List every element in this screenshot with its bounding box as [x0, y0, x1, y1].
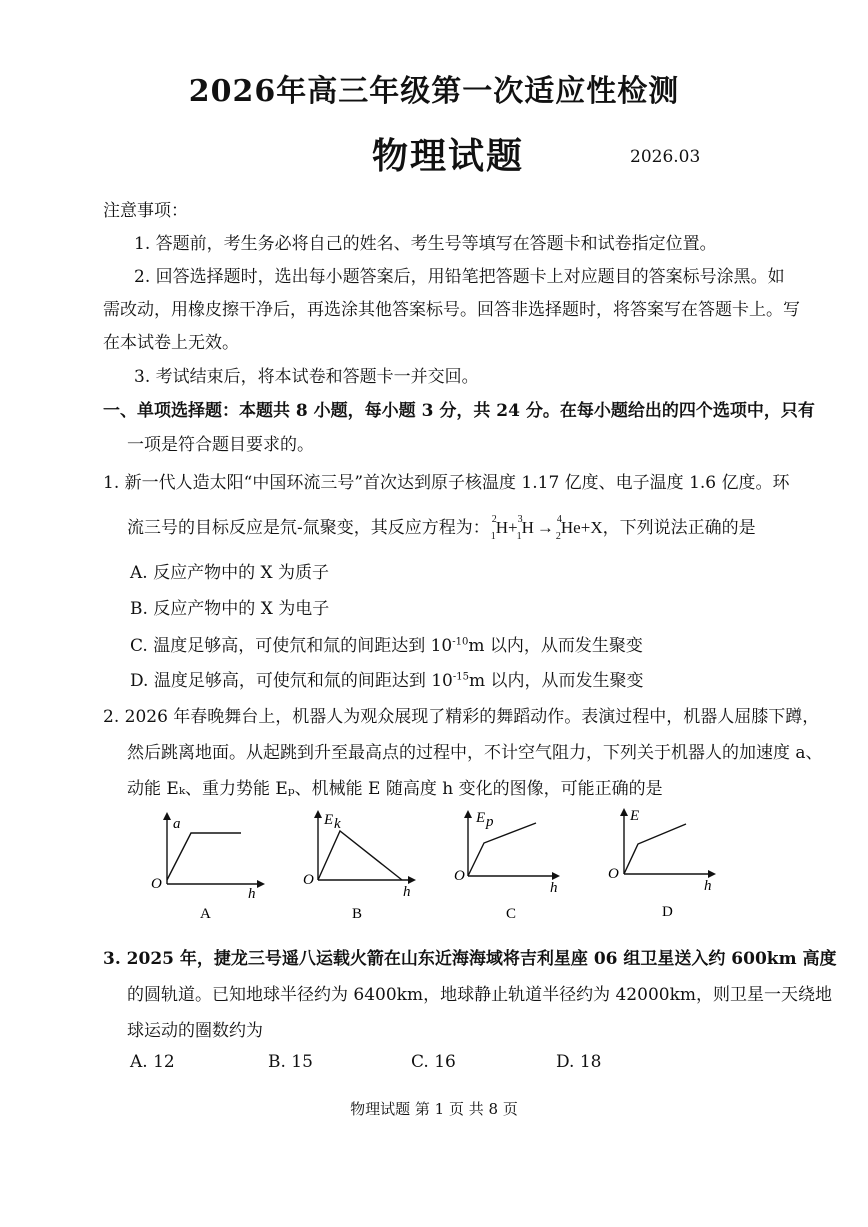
q2-graph-b-y-label: E [324, 812, 334, 828]
q2-graph-c-y-label: E [476, 810, 486, 826]
exam-title: 2026年高三年级第一次适应性检测 [188, 74, 680, 109]
q2-graph-a-x-label: h [248, 886, 256, 902]
q2-graph-b-curve [318, 831, 402, 880]
q3-stem-line-1: 3. 2025 年，捷龙三号遥八运载火箭在山东近海海域将吉利星座 06 组卫星送入约 600km 高度 [103, 949, 837, 969]
q1-stem-suffix: ，下列说法正确的是 [602, 518, 756, 538]
q2-graph-d-caption: D [662, 904, 673, 920]
q1-stem-line-2 [127, 513, 756, 543]
notice-item-2-line-3: 在本试卷上无效。 [103, 333, 239, 353]
q3-option-b: B. 15 [268, 1052, 313, 1072]
exam-date: 2026.03 [630, 147, 701, 167]
q2-graph-a-curve [167, 833, 241, 880]
q3-stem-line-3: 球运动的圈数约为 [127, 1021, 263, 1041]
q3-option-c: C. 16 [411, 1052, 456, 1072]
exam-subtitle: 物理试题 [372, 135, 525, 177]
q1-stem-prefix: 流三号的目标反应是氘-氚聚变，其反应方程为： [127, 518, 490, 538]
q1-stem-line-1: 1. 新一代人造太阳“中国环流三号”首次达到原子核温度 1.17 亿度、电子温度 1.6 亿度。环 [103, 473, 790, 493]
q2-graph-c-curve [468, 823, 536, 876]
q2-stem-line-2: 然后跳离地面。从起跳到升至最高点的过程中，不计空气阻力，下列关于机器人的加速度 a、 [127, 743, 823, 763]
notice-item-2-line-1: 2. 回答选择题时，选出每小题答案后，用铅笔把答题卡上对应题目的答案标号涂黑。如 [134, 267, 785, 287]
q2-graph-a-origin: O [151, 876, 162, 892]
q1-option-b: B. 反应产物中的 X 为电子 [130, 599, 330, 619]
q2-graph-d-y-label: E [630, 808, 640, 824]
q2-graph-a-caption: A [200, 906, 211, 922]
q1-equation: $^2_1$H+$^3_1$H → $^4_2$He+X [490, 514, 603, 543]
section-1-heading-line-2: 一项是符合题目要求的。 [127, 435, 314, 455]
q2-stem-line-1: 2. 2026 年春晚舞台上，机器人为观众展现了精彩的舞蹈动作。表演过程中，机器人屈膝下蹲， [103, 707, 820, 727]
q1-option-c: C. 温度足够高，可使氘和氚的间距达到 $10^{-10}m$ 以内，从而发生聚变 [130, 636, 643, 656]
q2-graph-c-y-sub: p [486, 814, 494, 830]
q2-graph-a [145, 808, 275, 926]
notice-item-2-line-2: 需改动，用橡皮擦干净后，再选涂其他答案标号。回答非选择题时，将答案写在答题卡上。写 [103, 300, 800, 320]
q2-graph-a-y-label: a [173, 816, 181, 832]
q2-graph-d [606, 804, 736, 924]
notice-heading: 注意事项： [103, 201, 188, 221]
q1-option-d: D. 温度足够高，可使氘和氚的间距达到 $10^{-15}m$ 以内，从而发生聚变 [130, 671, 644, 691]
q2-graph-b-caption: B [352, 906, 363, 922]
q2-graph-b-origin: O [303, 872, 314, 888]
q2-graph-c-origin: O [454, 868, 465, 884]
q2-graph-d-origin: O [608, 866, 619, 882]
q2-graph-b-x-label: h [403, 884, 411, 900]
q2-stem-line-3: 动能 Eₖ、重力势能 Eₚ、机械能 E 随高度 h 变化的图像，可能正确的是 [127, 779, 663, 799]
q2-graph-c [452, 806, 582, 926]
q2-graph-c-x-label: h [550, 880, 558, 896]
page-footer: 物理试题 第 1 页 共 8 页 [350, 1100, 518, 1118]
q3-option-d: D. 18 [556, 1052, 602, 1072]
notice-item-1: 1. 答题前，考生务必将自己的姓名、考生号等填写在答题卡和试卷指定位置。 [134, 234, 717, 254]
q3-option-a: A. 12 [130, 1052, 175, 1072]
q2-graph-d-curve [624, 824, 686, 874]
q2-graph-d-x-label: h [704, 878, 712, 894]
q2-graph-b [300, 806, 430, 926]
notice-item-3: 3. 考试结束后，将本试卷和答题卡一并交回。 [134, 367, 479, 387]
q2-graph-b-y-sub: k [334, 816, 341, 832]
q1-option-a: A. 反应产物中的 X 为质子 [130, 563, 329, 583]
section-1-heading-line-1: 一、单项选择题：本题共 8 小题，每小题 3 分，共 24 分。在每小题给出的四个选项中，只有 [103, 401, 815, 421]
q2-graph-c-caption: C [506, 906, 517, 922]
q3-stem-line-2: 的圆轨道。已知地球半径约为 6400km，地球静止轨道半径约为 42000km，则卫星一天绕地 [127, 985, 832, 1005]
